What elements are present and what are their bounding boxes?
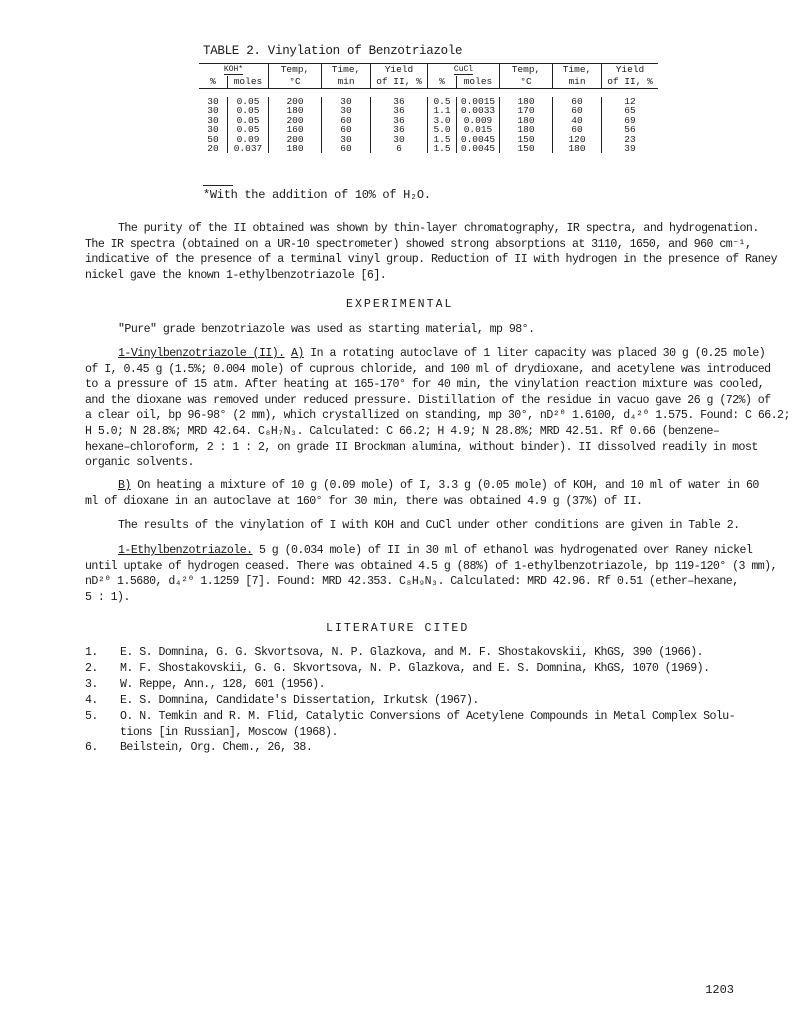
vinyl-line: to a pressure of 15 atm. After heating at 165-170° for 40 min, the vinylation reaction mixture was cooled, <box>85 378 765 392</box>
table-cell: 30 <box>371 135 428 144</box>
table-row <box>199 106 658 115</box>
table-cell: 0.0015 <box>457 97 500 106</box>
literature-heading: LITERATURE CITED <box>326 622 470 635</box>
table-caption: TABLE 2. Vinylation of Benzotriazole <box>203 44 463 58</box>
table-row <box>199 97 658 106</box>
table-cell: 0.0033 <box>457 106 500 115</box>
table-cell: 50 <box>207 133 219 145</box>
vinyl-line: organic solvents. <box>85 456 194 470</box>
table-cell: 0.05 <box>228 125 269 134</box>
vinyl-paragraph: 1-Vinylbenzotriazole (II). A) In a rotating autoclave of 1 liter capacity was placed 30 g (0.25 mole) of I, 0.45 g (1.5%; 0.004 mole) of cuprous chloride, and 100 ml of drydioxane, and acetylene was introduced to a pressure of 15 atm. After heating at 165-170° for 40 min, the vinylation reaction mixture was cooled, and the dioxane was removed under reduced pressure. Distillation of the residue in vacuo gave 26 g (72%) of a clear oil, bp 96-98° (2 mm), which crystallized on standing, mp 30°, nD²⁰ 1.6100, d₄²⁰ 1.575. Found: C 66.2; H 5.0; N 28.8%; MRD 42.64. C₈H₇N₃. Calculated: C 66.2; H 4.9; N 28.8%; MRD 42.51. Rf 0.66 (benzene– hexane–chloroform, 2 : 1 : 2, on grade II Brockman alumina, without binder). II dissolved readily in most organic solvents. <box>85 347 790 470</box>
table-header-row-1 <box>199 64 658 77</box>
intro-paragraph <box>85 221 777 283</box>
cucl-pct-header: % <box>428 76 457 89</box>
table-cell: 30 <box>322 97 371 106</box>
table-cell: 60 <box>322 144 371 153</box>
b-line: ml of dioxane in an autoclave at 160° for 30 min, there was obtained 4.9 g (37%) of II. <box>85 494 643 508</box>
temp-unit-cucl: °C <box>500 76 553 89</box>
table-cell: 36 <box>371 116 428 125</box>
experimental-heading: EXPERIMENTAL <box>346 298 454 311</box>
table-cell: 69 <box>602 116 659 125</box>
table-cell: 0.5 <box>428 97 457 106</box>
table-cell: 0.05 <box>228 116 269 125</box>
table-cell: 56 <box>602 125 659 134</box>
koh-header: KOH* <box>199 64 269 77</box>
time-header-cucl: Time, <box>553 64 602 77</box>
time-header-koh: Time, <box>322 64 371 77</box>
table-cell: 180 <box>269 106 322 115</box>
table-cell: 36 <box>371 106 428 115</box>
table-cell: 60 <box>553 125 602 134</box>
table-cell: 150 <box>500 144 553 153</box>
table-cell: 60 <box>553 97 602 106</box>
vinyl-line: a clear oil, bp 96-98° (2 mm), which crystallized on standing, mp 30°, nD²⁰ 1.6100, d₄²⁰ 1.575. Found: C 66.2; <box>85 409 790 423</box>
reference-item: 2. M. F. Shostakovskii, G. G. Skvortsova, N. P. Glazkova, and E. S. Domnina, KhGS, 1070 (1969). <box>85 662 710 675</box>
koh-pct-header: % <box>199 76 228 89</box>
table-cell: 180 <box>500 97 553 106</box>
table-cell: 170 <box>500 106 553 115</box>
vinyl-line: H 5.0; N 28.8%; MRD 42.64. C₈H₇N₃. Calculated: C 66.2; H 4.9; N 28.8%; MRD 42.51. Rf 0.66 (benzene– <box>85 424 720 438</box>
table-cell: 120 <box>553 135 602 144</box>
ethyl-paragraph: 1-Ethylbenzotriazole. 5 g (0.034 mole) of II in 30 ml of ethanol was hydrogenated over Raney nickel until uptake of hydrogen ceased. There was obtained 4.5 g (88%) of 1-ethylbenzotriazole, bp 119-120° (3 mm), nD²⁰ 1.5680, d₄²⁰ 1.1259 [7]. Found: MRD 42.353. C₈H₉N₃. Calculated: MRD 42.96. Rf 0.51 (ether–hexane, 5 : 1). <box>85 544 777 604</box>
table-cell: 12 <box>602 97 659 106</box>
table-cell: 60 <box>322 125 371 134</box>
vinyl-line: hexane–chloroform, 2 : 1 : 2, on grade II Brockman alumina, without binder). II dissolved readily in most <box>85 440 758 454</box>
table-cell: 65 <box>602 106 659 115</box>
yield-unit-koh: of II, % <box>371 76 428 89</box>
table-cell: 23 <box>602 135 659 144</box>
table-cell: 30 <box>207 105 219 117</box>
temp-header-cucl: Temp, <box>500 64 553 77</box>
koh-moles-header: moles <box>228 76 269 89</box>
reference-item: 5. O. N. Temkin and R. M. Flid, Catalytic Conversions of Acetylene Compounds in Metal Complex Solu- tions [in Russian], Moscow (1968). <box>85 710 736 739</box>
b-label: B) <box>118 479 131 492</box>
table-cell: 60 <box>322 116 371 125</box>
reference-item: 3. W. Reppe, Ann., 128, 601 (1956). <box>85 678 326 691</box>
reference-item: 4. E. S. Domnina, Candidate's Dissertation, Irkutsk (1967). <box>85 694 479 707</box>
reference-item: 6. Beilstein, Org. Chem., 26, 38. <box>85 741 313 754</box>
table-row <box>199 144 658 153</box>
yield-header-cucl: Yield <box>602 64 659 77</box>
table-cell: 0.05 <box>228 97 269 106</box>
results-line: The results of the vinylation of I with KOH and CuCl under other conditions are given in Table 2. <box>118 519 740 532</box>
table-cell: 5.0 <box>428 125 457 134</box>
intro-line: The IR spectra (obtained on a UR-10 spectrometer) showed strong absorptions at 3110, 1650, and 960 cm⁻¹, <box>85 237 752 251</box>
intro-line: nickel gave the known 1-ethylbenzotriazole [6]. <box>85 268 387 282</box>
cucl-moles-header: moles <box>457 76 500 89</box>
pure-line: "Pure" grade benzotriazole was used as starting material, mp 98°. <box>118 323 535 336</box>
page-number: 1203 <box>705 983 734 997</box>
table-cell: 30 <box>322 135 371 144</box>
vinyl-a-label: A) <box>291 347 304 360</box>
table-cell: 0.037 <box>228 144 269 153</box>
yield-unit-cucl: of II, % <box>602 76 659 89</box>
table-cell: 160 <box>269 125 322 134</box>
table-cell: 200 <box>269 116 322 125</box>
table-cell: 30 <box>322 106 371 115</box>
yield-header-koh: Yield <box>371 64 428 77</box>
footnote-rule <box>203 185 233 186</box>
table-cell: 40 <box>553 116 602 125</box>
table-cell: 30 <box>207 124 219 136</box>
table-cell: 0.0045 <box>457 144 500 153</box>
table-cell: 1.5 <box>428 144 457 153</box>
vinyl-line: and the dioxane was removed under reduced pressure. Distillation of the residue in vacuo gave 26 g (72%) of <box>85 393 771 407</box>
table-cell: 3.0 <box>428 116 457 125</box>
table-cell: 180 <box>553 144 602 153</box>
table-cell: 60 <box>553 106 602 115</box>
table-row <box>199 125 658 134</box>
table-cell: 0.009 <box>457 116 500 125</box>
table-footnote: *With the addition of 10% of H₂O. <box>203 188 431 202</box>
table-cell: 36 <box>371 97 428 106</box>
ethyl-line: until uptake of hydrogen ceased. There was obtained 4.5 g (88%) of 1-ethylbenzotriazole, bp 119-120° (3 mm), <box>85 559 777 573</box>
table-cell: 0.015 <box>457 125 500 134</box>
vinyl-line: of I, 0.45 g (1.5%; 0.004 mole) of cuprous chloride, and 100 ml of drydioxane, and acetylene was introduced <box>85 362 771 376</box>
temp-header-koh: Temp, <box>269 64 322 77</box>
intro-line: indicative of the presence of a terminal vinyl group. Reduction of II with hydrogen in the presence of Raney <box>85 253 777 267</box>
table-cell: 6 <box>371 144 428 153</box>
cucl-header: CuCl <box>428 64 500 77</box>
table-cell: 180 <box>500 125 553 134</box>
table-cell: 200 <box>269 135 322 144</box>
reference-item: 1. E. S. Domnina, G. G. Skvortsova, N. P. Glazkova, and M. F. Shostakovskii, KhGS, 390 (1966). <box>85 646 704 659</box>
temp-unit-koh: °C <box>269 76 322 89</box>
table-row <box>199 116 658 125</box>
vinylation-table <box>199 63 658 153</box>
time-unit-cucl: min <box>553 76 602 89</box>
table-cell: 180 <box>500 116 553 125</box>
time-unit-koh: min <box>322 76 371 89</box>
vinyl-title: 1-Vinylbenzotriazole (II). <box>118 347 285 360</box>
ethyl-line: 5 : 1). <box>85 590 130 604</box>
table-cell: 1.1 <box>428 106 457 115</box>
table-cell: 200 <box>269 97 322 106</box>
table-cell: 36 <box>371 125 428 134</box>
intro-line: The purity of the II obtained was shown by thin-layer chromatography, IR spectra, and hydrogenation. <box>118 222 759 235</box>
ethyl-title: 1-Ethylbenzotriazole. <box>118 544 253 557</box>
table-cell: 1.5 <box>428 135 457 144</box>
table-cell: 30 <box>207 114 219 126</box>
table-body <box>199 97 658 153</box>
b-paragraph: B) On heating a mixture of 10 g (0.09 mole) of I, 3.3 g (0.05 mole) of KOH, and 10 ml of water in 60 ml of dioxane in an autoclave at 160° for 30 min, there was obtained 4.9 g (37%) of II. <box>85 479 759 508</box>
table-cell: 20 <box>207 143 219 155</box>
table-cell: 39 <box>602 144 659 153</box>
table-cell: 30 <box>207 96 219 107</box>
table-cell: 0.05 <box>228 106 269 115</box>
table-row <box>199 135 658 144</box>
table-cell: 150 <box>500 135 553 144</box>
ethyl-line: nD²⁰ 1.5680, d₄²⁰ 1.1259 [7]. Found: MRD 42.353. C₈H₉N₃. Calculated: MRD 42.96. Rf 0.51 (ether–hexane, <box>85 575 739 589</box>
table-header-row-2 <box>199 76 658 89</box>
table-cell: 0.09 <box>228 135 269 144</box>
table-cell: 180 <box>269 144 322 153</box>
table-cell: 0.0045 <box>457 135 500 144</box>
